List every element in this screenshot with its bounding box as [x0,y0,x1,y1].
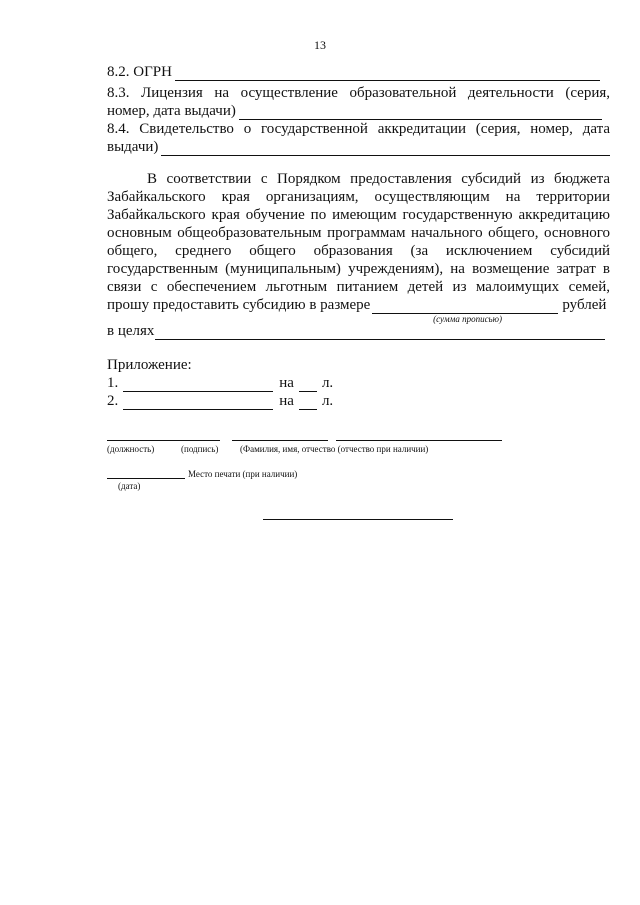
paragraph-line: общего, среднего общего образования (за исключением субсидий [107,243,610,259]
stamp-caption: Место печати (при наличии) [188,469,298,479]
accreditation-label-line-1: 8.4. Свидетельство о государственной аккредитации (серия, номер, дата [107,121,610,137]
appendix-item-pages-line[interactable] [299,396,317,410]
appendix-item-number: 2. [107,393,119,409]
appendix-item-na: на [279,375,294,391]
license-field [107,84,610,120]
paragraph-line: В соответствии с Порядком предоставления субсидий из бюджета [147,171,610,187]
date-caption: (дата) [118,481,141,491]
paragraph-line: связи с обеспечением льготным питанием детей из малоимущих семей, [107,279,610,295]
appendix-item-na: на [279,393,294,409]
appendix-title: Приложение: [107,357,192,373]
purpose-input-line[interactable] [155,326,605,340]
purpose-field [107,322,605,340]
purpose-label: в целях [107,323,155,339]
amount-hint: (сумма прописью) [433,314,502,324]
appendix-section [107,356,610,410]
amount-row [107,296,610,314]
appendix-item-l: л. [321,393,334,409]
request-paragraph [107,170,610,328]
license-label-line-1: 8.3. Лицензия на осуществление образовательной деятельности (серия, [107,85,610,101]
position-caption: (должность) [107,444,155,454]
paragraph-line: основным общеобразовательным программам начального общего, основного [107,225,610,241]
paragraph-line: Забайкальского края организациям, осуществляющим на территории [107,189,610,205]
date-line[interactable] [107,478,185,479]
ogrn-input-line[interactable] [175,67,600,81]
appendix-item [107,392,610,410]
ogrn-label: 8.2. ОГРН [107,64,172,80]
license-input-line[interactable] [239,106,602,120]
closing-line [263,519,453,520]
appendix-item-name-line[interactable] [123,396,273,410]
appendix-item-name-line[interactable] [123,378,273,392]
full-name-caption: (Фамилия, имя, отчество (отчество при наличии) [240,444,429,454]
appendix-item-l: л. [321,375,334,391]
amount-label: прошу предоставить субсидию в размере [107,297,371,313]
signature-caption: (подпись) [181,444,219,454]
accreditation-input-line[interactable] [161,142,610,156]
position-line[interactable] [107,440,220,441]
appendix-item-pages-line[interactable] [299,378,317,392]
accreditation-field [107,120,610,156]
accreditation-label-line-2: выдачи) [107,139,159,155]
appendix-item [107,374,610,392]
paragraph-line: государственным (муниципальным) учреждениям), на возмещение затрат в [107,261,610,277]
page-number: 13 [314,38,326,52]
appendix-item-number: 1. [107,375,119,391]
signature-line[interactable] [232,440,328,441]
full-name-line[interactable] [336,440,502,441]
ogrn-field [107,63,610,81]
paragraph-line: Забайкальского края обучение по имеющим государственную аккредитацию [107,207,610,223]
currency-label: рублей [562,297,607,313]
license-label-line-2: номер, дата выдачи) [107,103,236,119]
